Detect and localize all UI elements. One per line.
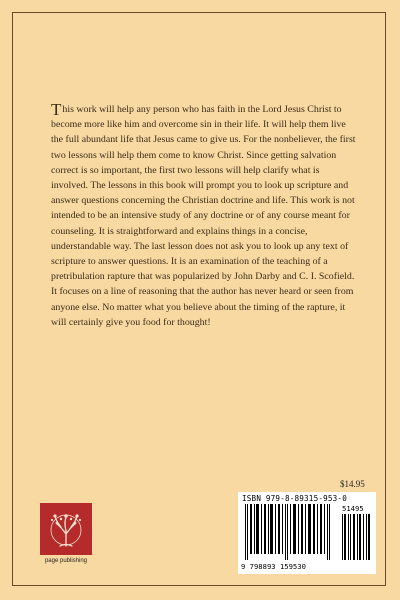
publisher-name: page publishing <box>44 558 88 564</box>
barcode-bars <box>241 504 337 560</box>
tree-icon <box>40 503 92 555</box>
price-label: $14.95 <box>340 479 365 489</box>
blurb-body: his work will help any person who has faith in the Lord Jesus Christ to become more like him and overcome sin in their life. It will help them live the full abundant life that Jesus came to give us. For the nonbeliever, the first two lessons will help them come to know Christ. Since getting salvation correct is so important, the first two lessons will help clarify what is involved. The lessons in this book will prompt you to look up scripture and answer questions concerning the Christian doctrine and life. This work is not intended to be an intensive study of any doctrine or of any course meant for counseling. It is straightforward and explains things in a concise, understandable way. The last lesson does not ask you to look up any text of scripture to answer questions. It is an examination of the teaching of a pretribulation rapture that was popularized by John Darby and C. I. Scofield. It focuses on a line of reasoning that the author has never heard or seen from anyone else. No matter what you believe about the timing of the rapture, it will certainly give you food for thought! <box>51 104 356 328</box>
isbn-label: ISBN 979-8-89315-953-0 <box>242 494 347 503</box>
barcode-number: 9 798893 159530 <box>241 562 306 571</box>
blurb-dropcap: T <box>51 100 62 119</box>
blurb-text <box>51 102 357 330</box>
publisher-logo-mark <box>40 503 92 555</box>
addon-number: 51495 <box>342 504 364 513</box>
addon-barcode-bars <box>341 514 373 560</box>
isbn-barcode <box>238 492 376 574</box>
publisher-logo <box>40 503 92 568</box>
